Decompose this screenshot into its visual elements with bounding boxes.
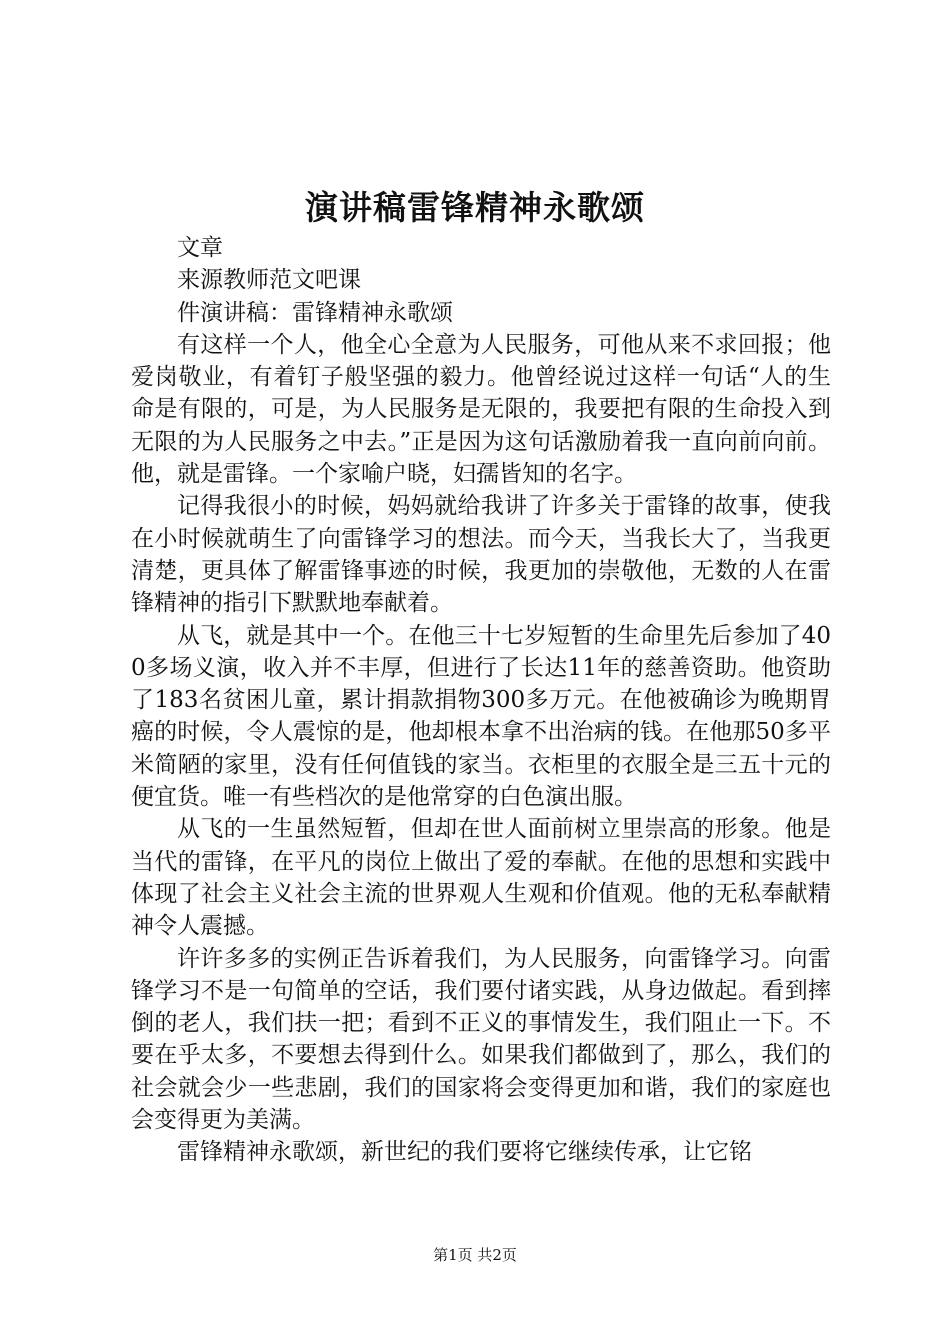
paragraph: 记得我很小的时候，妈妈就给我讲了许多关于雷锋的故事，使我在小时候就萌生了向雷锋学习的想法。而今天，当我长大了，当我更清楚，更具体了解雷锋事迹的时候，我更加的崇敬他，无数的人在雷锋精神的指引下默默地奉献着。 xyxy=(131,493,831,617)
document-title: 演讲稿雷锋精神永歌颂 xyxy=(305,188,645,227)
meta-line: 文章 xyxy=(177,235,223,261)
paragraph: 从飞的一生虽然短暂，但却在世人面前树立里崇高的形象。他是当代的雷锋，在平凡的岗位上做出了爱的奉献。在他的思想和实践中体现了社会主义社会主流的世界观人生观和价值观。他的无私奉献精神令人震撼。 xyxy=(131,816,831,940)
page-footer: 第1页 共2页 xyxy=(433,1246,517,1264)
meta-line: 来源教师范文吧课 xyxy=(177,267,361,294)
paragraph: 有这样一个人，他全心全意为人民服务，可他从来不求回报；他爱岗敬业，有着钉子般坚强的毅力。他曾经说过这样一句话“人的生命是有限的，可是，为人民服务是无限的，我要把有限的生命投入到无限的为人民服务之中去。”正是因为这句话激励着我一直向前向前。他，就是雷锋。一个家喻户晓，妇孺皆知的名字。 xyxy=(131,331,831,488)
paragraph: 雷锋精神永歌颂，新世纪的我们要将它继续传承，让它铭 xyxy=(177,1139,752,1166)
document-body xyxy=(131,232,831,1169)
paragraph: 从飞，就是其中一个。在他三十七岁短暂的生命里先后参加了400多场义演，收入并不丰厚，但进行了长达11年的慈善资助。他资助了183名贫困儿童，累计捐款捐物300多万元。在他被确诊为晚期胃癌的时候，令人震惊的是，他却根本拿不出治病的钱。在他那50多平米简陋的家里，没有任何值钱的家当。衣柜里的衣服全是三五十元的便宜货。唯一有些档次的是他常穿的白色演出服。 xyxy=(131,622,831,811)
meta-line: 件演讲稿：雷锋精神永歌颂 xyxy=(177,299,453,326)
paragraph: 许许多多的实例正告诉着我们，为人民服务，向雷锋学习。向雷锋学习不是一句简单的空话，我们要付诸实践，从身边做起。看到摔倒的老人，我们扶一把；看到不正义的事情发生，我们阻止一下。不要在乎太多，不要想去得到什么。如果我们都做到了，那么，我们的社会就会少一些悲剧，我们的国家将会变得更加和谐，我们的家庭也会变得更为美满。 xyxy=(131,945,831,1134)
